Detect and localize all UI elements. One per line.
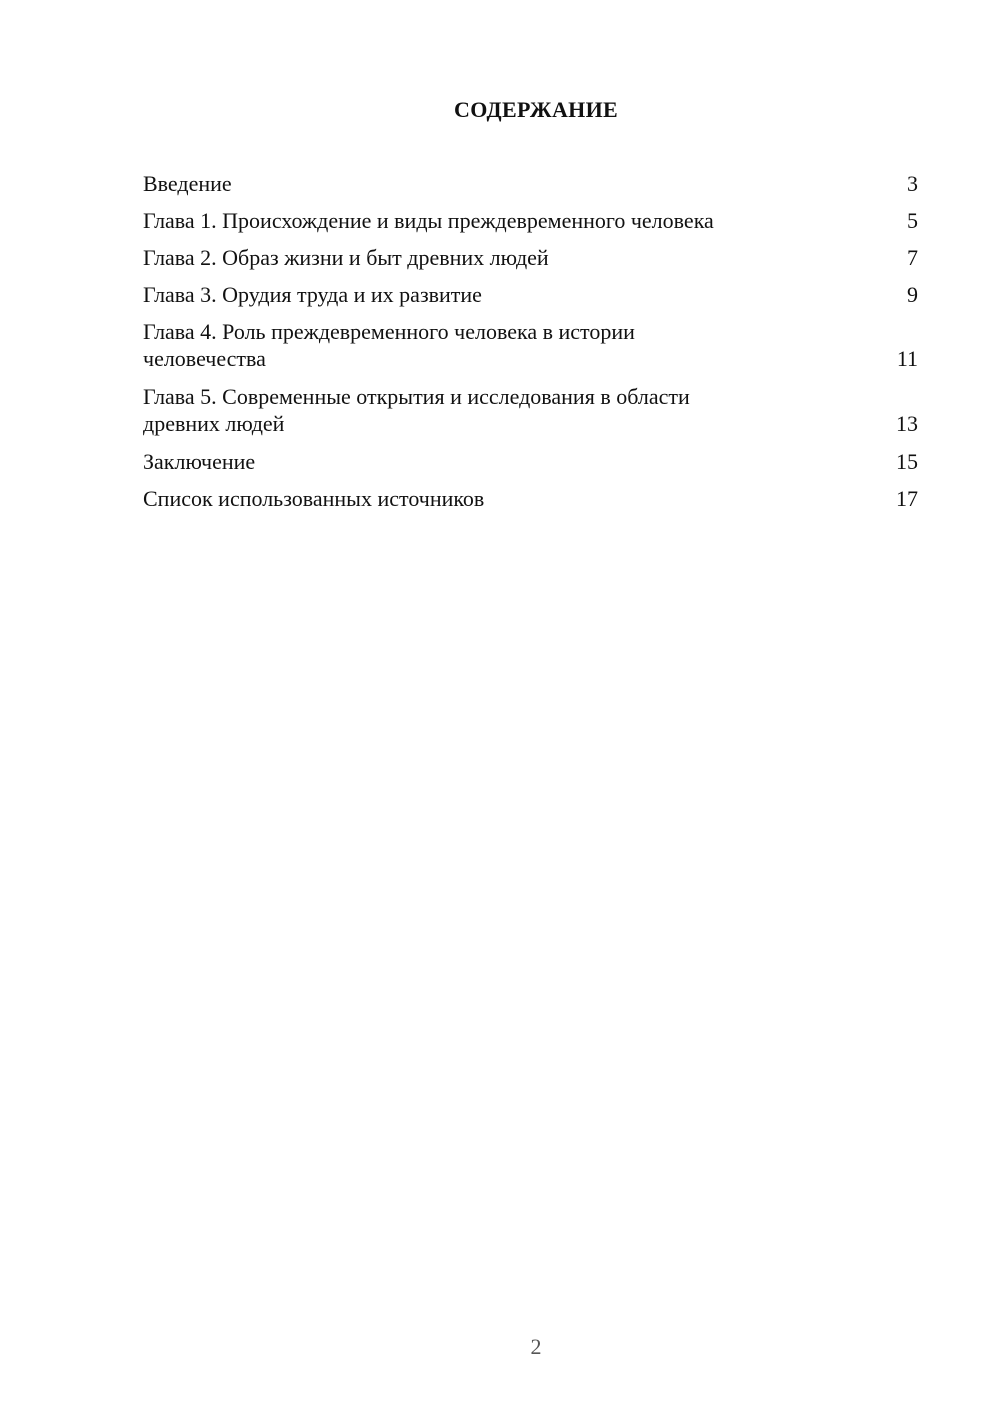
toc-entry-title: Глава 2. Образ жизни и быт древних людей — [143, 245, 549, 270]
toc-entry-title: Глава 4. Роль преждевременного человека в истории человечества — [143, 319, 635, 371]
toc-entry-introduction — [143, 170, 918, 197]
toc-entry-title: Глава 1. Происхождение и виды преждевременного человека — [143, 208, 714, 233]
toc-entry-chapter-5 — [143, 383, 918, 437]
toc-entry-chapter-3 — [143, 281, 918, 308]
toc-entry-title: Список использованных источников — [143, 486, 485, 511]
toc-entry-chapter-4 — [143, 318, 918, 372]
table-of-contents — [143, 170, 918, 522]
toc-entry-references — [143, 485, 918, 512]
page-title: СОДЕРЖАНИЕ — [454, 97, 618, 122]
toc-entry-page: 5 — [907, 208, 918, 233]
toc-entry-page: 13 — [896, 411, 918, 436]
toc-entry-page: 17 — [896, 486, 918, 511]
toc-entry-chapter-2 — [143, 244, 918, 271]
toc-entry-page: 3 — [907, 171, 918, 196]
page-number: 2 — [530, 1334, 542, 1359]
toc-entry-page: 11 — [896, 346, 918, 371]
toc-entry-title: Глава 3. Орудия труда и их развитие — [143, 282, 482, 307]
toc-entry-page: 15 — [896, 449, 918, 474]
toc-entry-page: 7 — [907, 245, 918, 270]
toc-entry-title: Заключение — [143, 449, 256, 474]
toc-entry-title: Введение — [143, 171, 232, 196]
toc-entry-title: Глава 5. Современные открытия и исследования в области древних людей — [143, 384, 690, 436]
toc-entry-page: 9 — [907, 282, 918, 307]
toc-entry-conclusion — [143, 448, 918, 475]
toc-entry-chapter-1 — [143, 207, 918, 234]
